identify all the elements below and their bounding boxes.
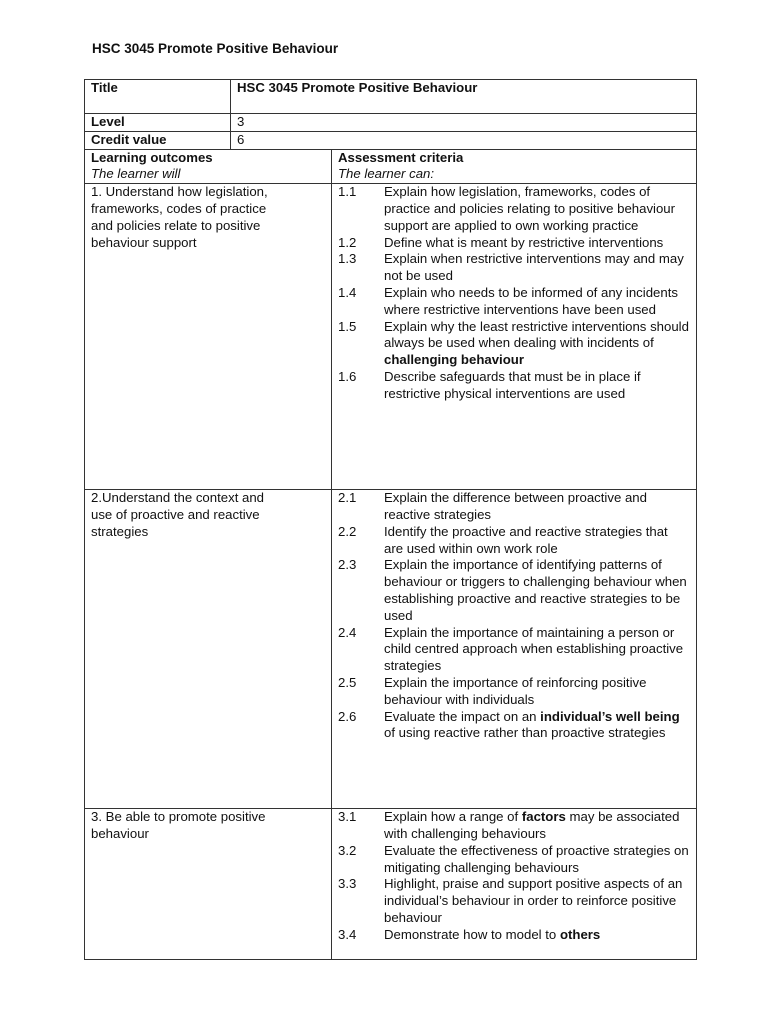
title-row	[85, 80, 697, 114]
criterion	[338, 184, 690, 234]
criterion-text: Explain how legislation, frameworks, codes of practice and policies relating to positive behaviour support are applied to own working practice	[384, 184, 676, 233]
criterion	[338, 843, 690, 877]
criterion-number: 1.3	[338, 251, 357, 267]
outcome-text: 1. Understand how legislation, frameworks, codes of practice and policies relate to positive behaviour support	[85, 184, 332, 490]
criterion	[338, 369, 690, 403]
criterion	[338, 319, 690, 369]
criterion-number: 2.5	[338, 674, 357, 690]
criterion-number: 2.4	[338, 624, 357, 640]
criterion-text: Describe safeguards that must be in place if restrictive physical interventions are used	[384, 368, 641, 401]
criteria-header-cell	[332, 149, 697, 184]
criterion-emphasis: factors	[521, 809, 566, 825]
criterion-text: Evaluate the effectiveness of proactive strategies on mitigating challenging behaviours	[384, 842, 689, 875]
criterion-emphasis: individual’s well being	[540, 708, 680, 724]
criterion-text: Explain the importance of maintaining a person or child centred approach when establishing proactive strategies	[384, 624, 684, 674]
criterion-number: 1.4	[338, 284, 357, 300]
criterion	[338, 675, 690, 709]
criterion-text-lead: Demonstrate how to model to	[384, 926, 557, 942]
criterion-number: 2.6	[338, 708, 357, 724]
criteria-cell	[332, 184, 697, 490]
criteria-cell	[332, 490, 697, 809]
criterion	[338, 876, 690, 926]
criterion-number: 1.2	[338, 234, 357, 250]
credit-value: 6	[231, 131, 697, 149]
page-title: HSC 3045 Promote Positive Behaviour	[92, 41, 339, 56]
criterion-text	[384, 709, 690, 743]
criterion-number: 3.3	[338, 876, 357, 892]
criterion-text-lead: Explain how a range of	[384, 809, 519, 825]
criterion-text: Identify the proactive and reactive strategies that are used within own work role	[384, 523, 668, 556]
criterion-number: 3.2	[338, 842, 357, 858]
credit-row	[85, 131, 697, 149]
title-value: HSC 3045 Promote Positive Behaviour	[231, 80, 697, 114]
criterion	[338, 285, 690, 319]
criterion	[338, 709, 690, 743]
outcome-text: 3. Be able to promote positive behaviour	[85, 809, 332, 960]
criterion-number: 2.3	[338, 557, 357, 573]
criterion-text	[384, 809, 690, 843]
level-row	[85, 114, 697, 132]
criterion-text: Explain the importance of identifying patterns of behaviour or triggers to challenging behaviour when establishing proactive and reactive strategies to be used	[384, 557, 687, 623]
criterion-text: Explain the importance of reinforcing positive behaviour with individuals	[384, 674, 647, 707]
unit-table	[84, 79, 697, 960]
header-row	[85, 149, 697, 184]
criteria-header: Assessment criteria	[338, 149, 464, 165]
criterion-emphasis: challenging behaviour	[384, 352, 524, 368]
title-label: Title	[85, 80, 231, 114]
credit-label: Credit value	[85, 131, 231, 149]
outcome-row	[85, 809, 697, 960]
outcome-row	[85, 184, 697, 490]
criterion-number: 2.1	[338, 490, 357, 506]
criteria-subheader: The learner can:	[338, 166, 435, 182]
criterion-number: 3.1	[338, 809, 357, 825]
outcomes-header: Learning outcomes	[91, 149, 213, 165]
criterion-emphasis: others	[559, 926, 601, 942]
criterion-text: Explain who needs to be informed of any incidents where restrictive interventions have been used	[384, 284, 678, 317]
outcomes-subheader: The learner will	[91, 166, 181, 182]
criterion-text: Explain when restrictive interventions may and may not be used	[384, 251, 684, 284]
level-value: 3	[231, 114, 697, 132]
outcome-row	[85, 490, 697, 809]
criterion	[338, 490, 690, 524]
criterion-text-lead: Explain why the least restrictive interventions should always be used when dealing with incidents of	[384, 318, 689, 351]
criterion-text-tail: may be associated with challenging behaviours	[384, 809, 680, 841]
criterion-text: Define what is meant by restrictive interventions	[384, 234, 664, 250]
criterion-text-lead: Evaluate the impact on an	[384, 708, 537, 724]
criterion-number: 1.1	[338, 184, 357, 200]
criterion-number: 1.5	[338, 318, 357, 334]
criterion	[338, 557, 690, 624]
level-label: Level	[85, 114, 231, 132]
criterion-text-tail: of using reactive rather than proactive strategies	[384, 725, 666, 741]
criterion-text: Explain the difference between proactive and reactive strategies	[384, 490, 647, 522]
criterion	[338, 927, 690, 944]
outcomes-header-cell	[85, 149, 332, 184]
criterion-number: 1.6	[338, 368, 357, 384]
criterion	[338, 524, 690, 558]
criterion-text	[384, 927, 690, 944]
criterion	[338, 625, 690, 675]
criterion	[338, 251, 690, 285]
criterion-text: Highlight, praise and support positive aspects of an individual’s behaviour in order to reinforce positive behaviour	[384, 876, 683, 925]
criterion-number: 2.2	[338, 523, 357, 539]
criterion	[338, 235, 690, 252]
criteria-cell	[332, 809, 697, 960]
criterion-text	[384, 319, 690, 369]
outcome-text: 2.Understand the context and use of proactive and reactive strategies	[85, 490, 332, 809]
criterion-number: 3.4	[338, 926, 357, 942]
criterion	[338, 809, 690, 843]
